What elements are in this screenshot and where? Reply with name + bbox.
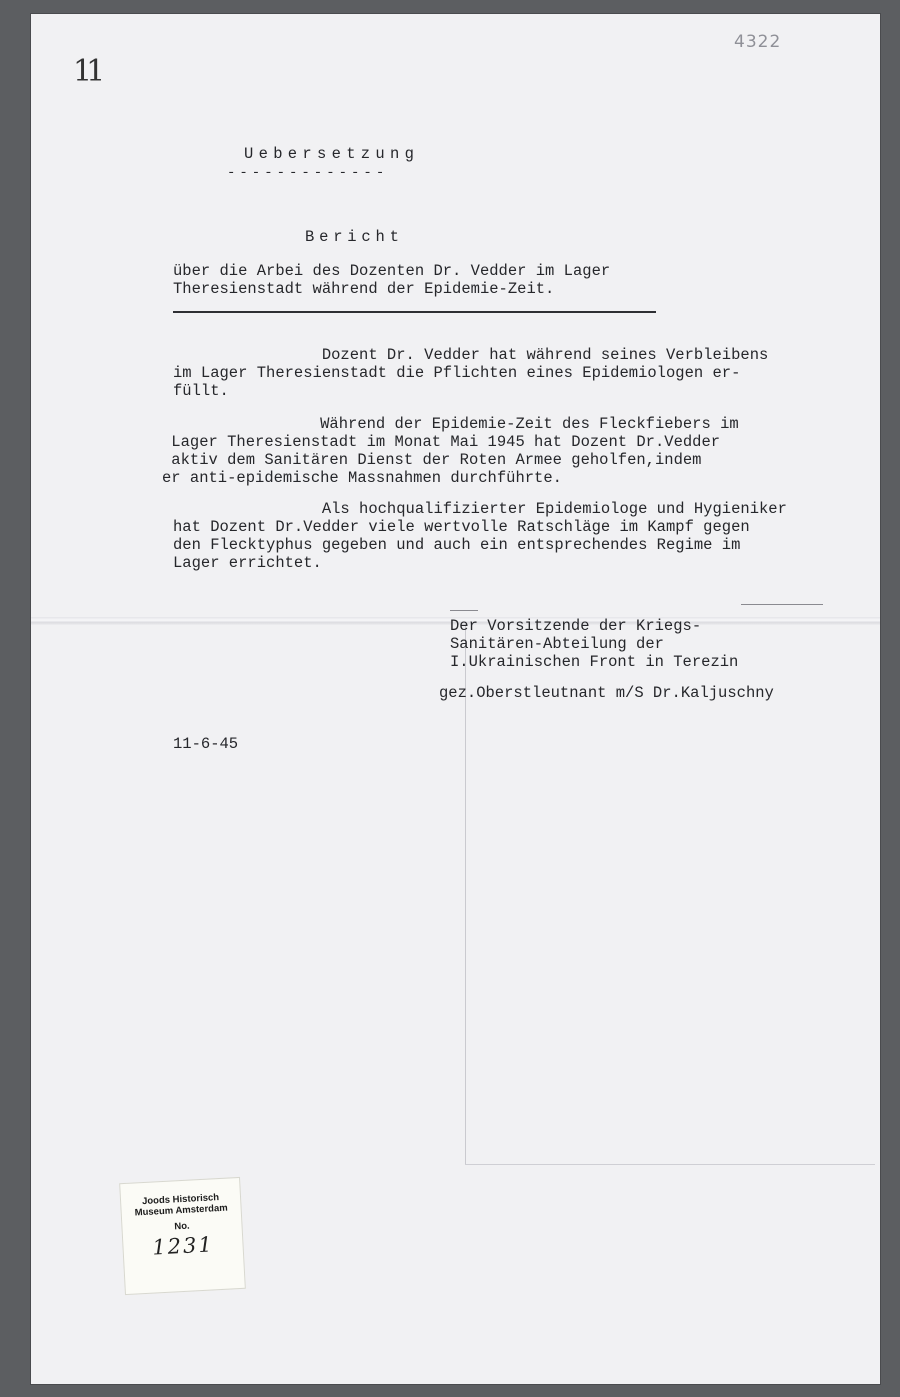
- stamp-number-label: No.: [174, 1220, 190, 1233]
- document-page: [31, 14, 880, 1384]
- page-reference-number: 4322: [734, 32, 782, 52]
- report-title: Bericht: [305, 228, 404, 246]
- subject-line-2: Theresienstadt während der Epidemie-Zeit.: [173, 280, 555, 298]
- subject-rule: [173, 311, 656, 313]
- document-heading: Uebersetzung: [244, 145, 420, 163]
- document-date: 11-6-45: [173, 735, 239, 753]
- paragraph-2: Während der Epidemie-Zeit des Fleckfiebers im Lager Theresienstadt im Monat Mai 1945 hat Dozent Dr.Vedder aktiv dem Sanitären Dienst der Roten Armee geholfen,indem er anti-epidemische Massnahmen durchführte.: [162, 415, 739, 487]
- signature-block: Der Vorsitzende der Kriegs- Sanitären-Abteilung der I.Ukrainischen Front in Terezin: [450, 617, 739, 671]
- signature-stroke: [741, 604, 823, 605]
- stamp-line-2: Museum Amsterdam: [134, 1202, 228, 1219]
- fold-mark-horizontal: [465, 1164, 875, 1165]
- stamp-number-value: 1231: [151, 1232, 215, 1260]
- signature-name: gez.Oberstleutnant m/S Dr.Kaljuschny: [439, 684, 774, 702]
- paragraph-3: Als hochqualifizierter Epidemiologe und Hygieniker hat Dozent Dr.Vedder viele wertvolle Ratschläge im Kampf gegen den Flecktyphus gegeben und auch ein entsprechendes Regime im Lager errichtet.: [173, 500, 787, 572]
- signature-stroke: [450, 610, 478, 611]
- fold-mark-vertical: [465, 624, 466, 1164]
- corner-handwritten-mark: 11: [73, 54, 100, 89]
- stamp-line-1: Joods Historisch: [141, 1192, 220, 1208]
- paragraph-1: Dozent Dr. Vedder hat während seines Verbleibens im Lager Theresienstadt die Pflichten eines Epidemiologen er- füllt.: [173, 346, 769, 400]
- museum-stamp: [119, 1177, 246, 1295]
- heading-underline: -------------: [227, 165, 389, 181]
- subject-line-1: über die Arbei des Dozenten Dr. Vedder im Lager: [173, 262, 611, 280]
